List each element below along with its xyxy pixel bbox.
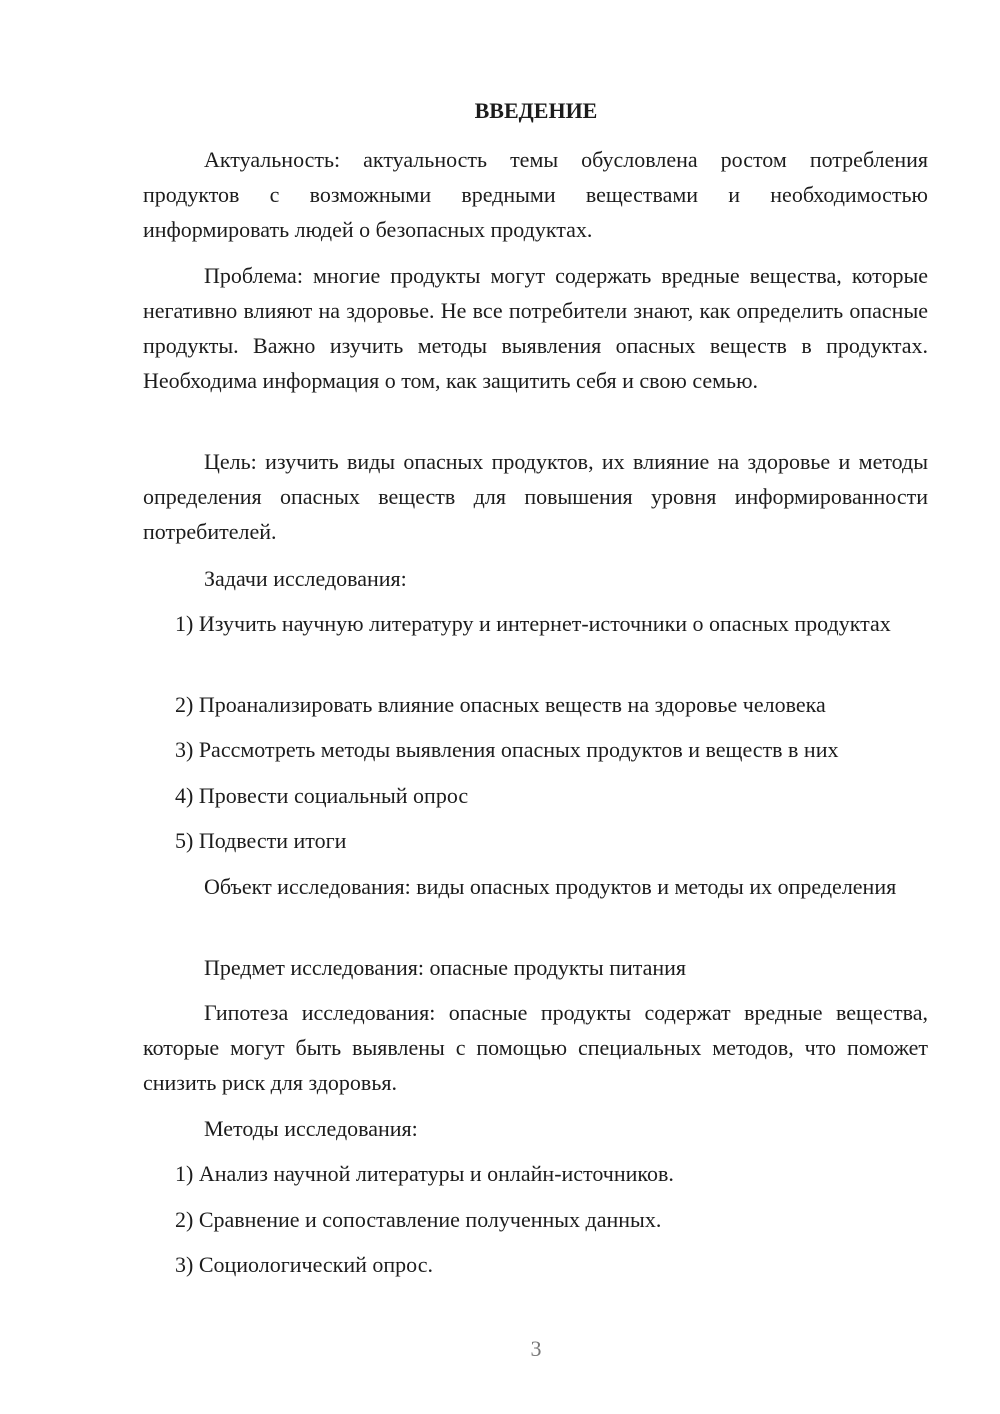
paragraph-problem: Проблема: многие продукты могут содержать вредные вещества, которые негативно влияют на здоровье. Не все потребители знают, как определить опасные продукты. Важно изучить методы выявления опасных веществ в продуктах. Необходима информация о том, как защитить себя и свою семью. bbox=[143, 263, 928, 393]
paragraph-hypothesis: Гипотеза исследования: опасные продукты содержат вредные вещества, которые могут быть выявлены с помощью специальных методов, что поможет снизить риск для здоровья. bbox=[143, 1000, 928, 1095]
task-item: 2) Проанализировать влияние опасных веществ на здоровье человека bbox=[175, 692, 826, 717]
task-item: 3) Рассмотреть методы выявления опасных продуктов и веществ в них bbox=[175, 737, 839, 762]
task-item: 1) Изучить научную литературу и интернет-источники о опасных продуктах bbox=[175, 611, 891, 636]
paragraph-relevance: Актуальность: актуальность темы обусловлена ростом потребления продуктов с возможными вредными веществами и необходимостью информировать людей о безопасных продуктах. bbox=[143, 147, 928, 242]
methods-heading: Методы исследования: bbox=[204, 1116, 418, 1141]
tasks-heading: Задачи исследования: bbox=[204, 566, 407, 591]
page-number: 3 bbox=[530, 1336, 542, 1361]
method-item: 1) Анализ научной литературы и онлайн-источников. bbox=[175, 1161, 674, 1186]
paragraph-subject: Предмет исследования: опасные продукты питания bbox=[204, 955, 687, 980]
task-item: 4) Провести социальный опрос bbox=[175, 783, 469, 808]
method-item: 2) Сравнение и сопоставление полученных данных. bbox=[175, 1207, 662, 1232]
paragraph-object: Объект исследования: виды опасных продуктов и методы их определения bbox=[204, 874, 897, 899]
method-item: 3) Социологический опрос. bbox=[175, 1252, 433, 1277]
paragraph-goal: Цель: изучить виды опасных продуктов, их влияние на здоровье и методы определения опасных веществ для повышения уровня информированности потребителей. bbox=[143, 449, 928, 544]
task-item: 5) Подвести итоги bbox=[175, 828, 347, 853]
section-title: ВВЕДЕНИЕ bbox=[474, 98, 598, 123]
